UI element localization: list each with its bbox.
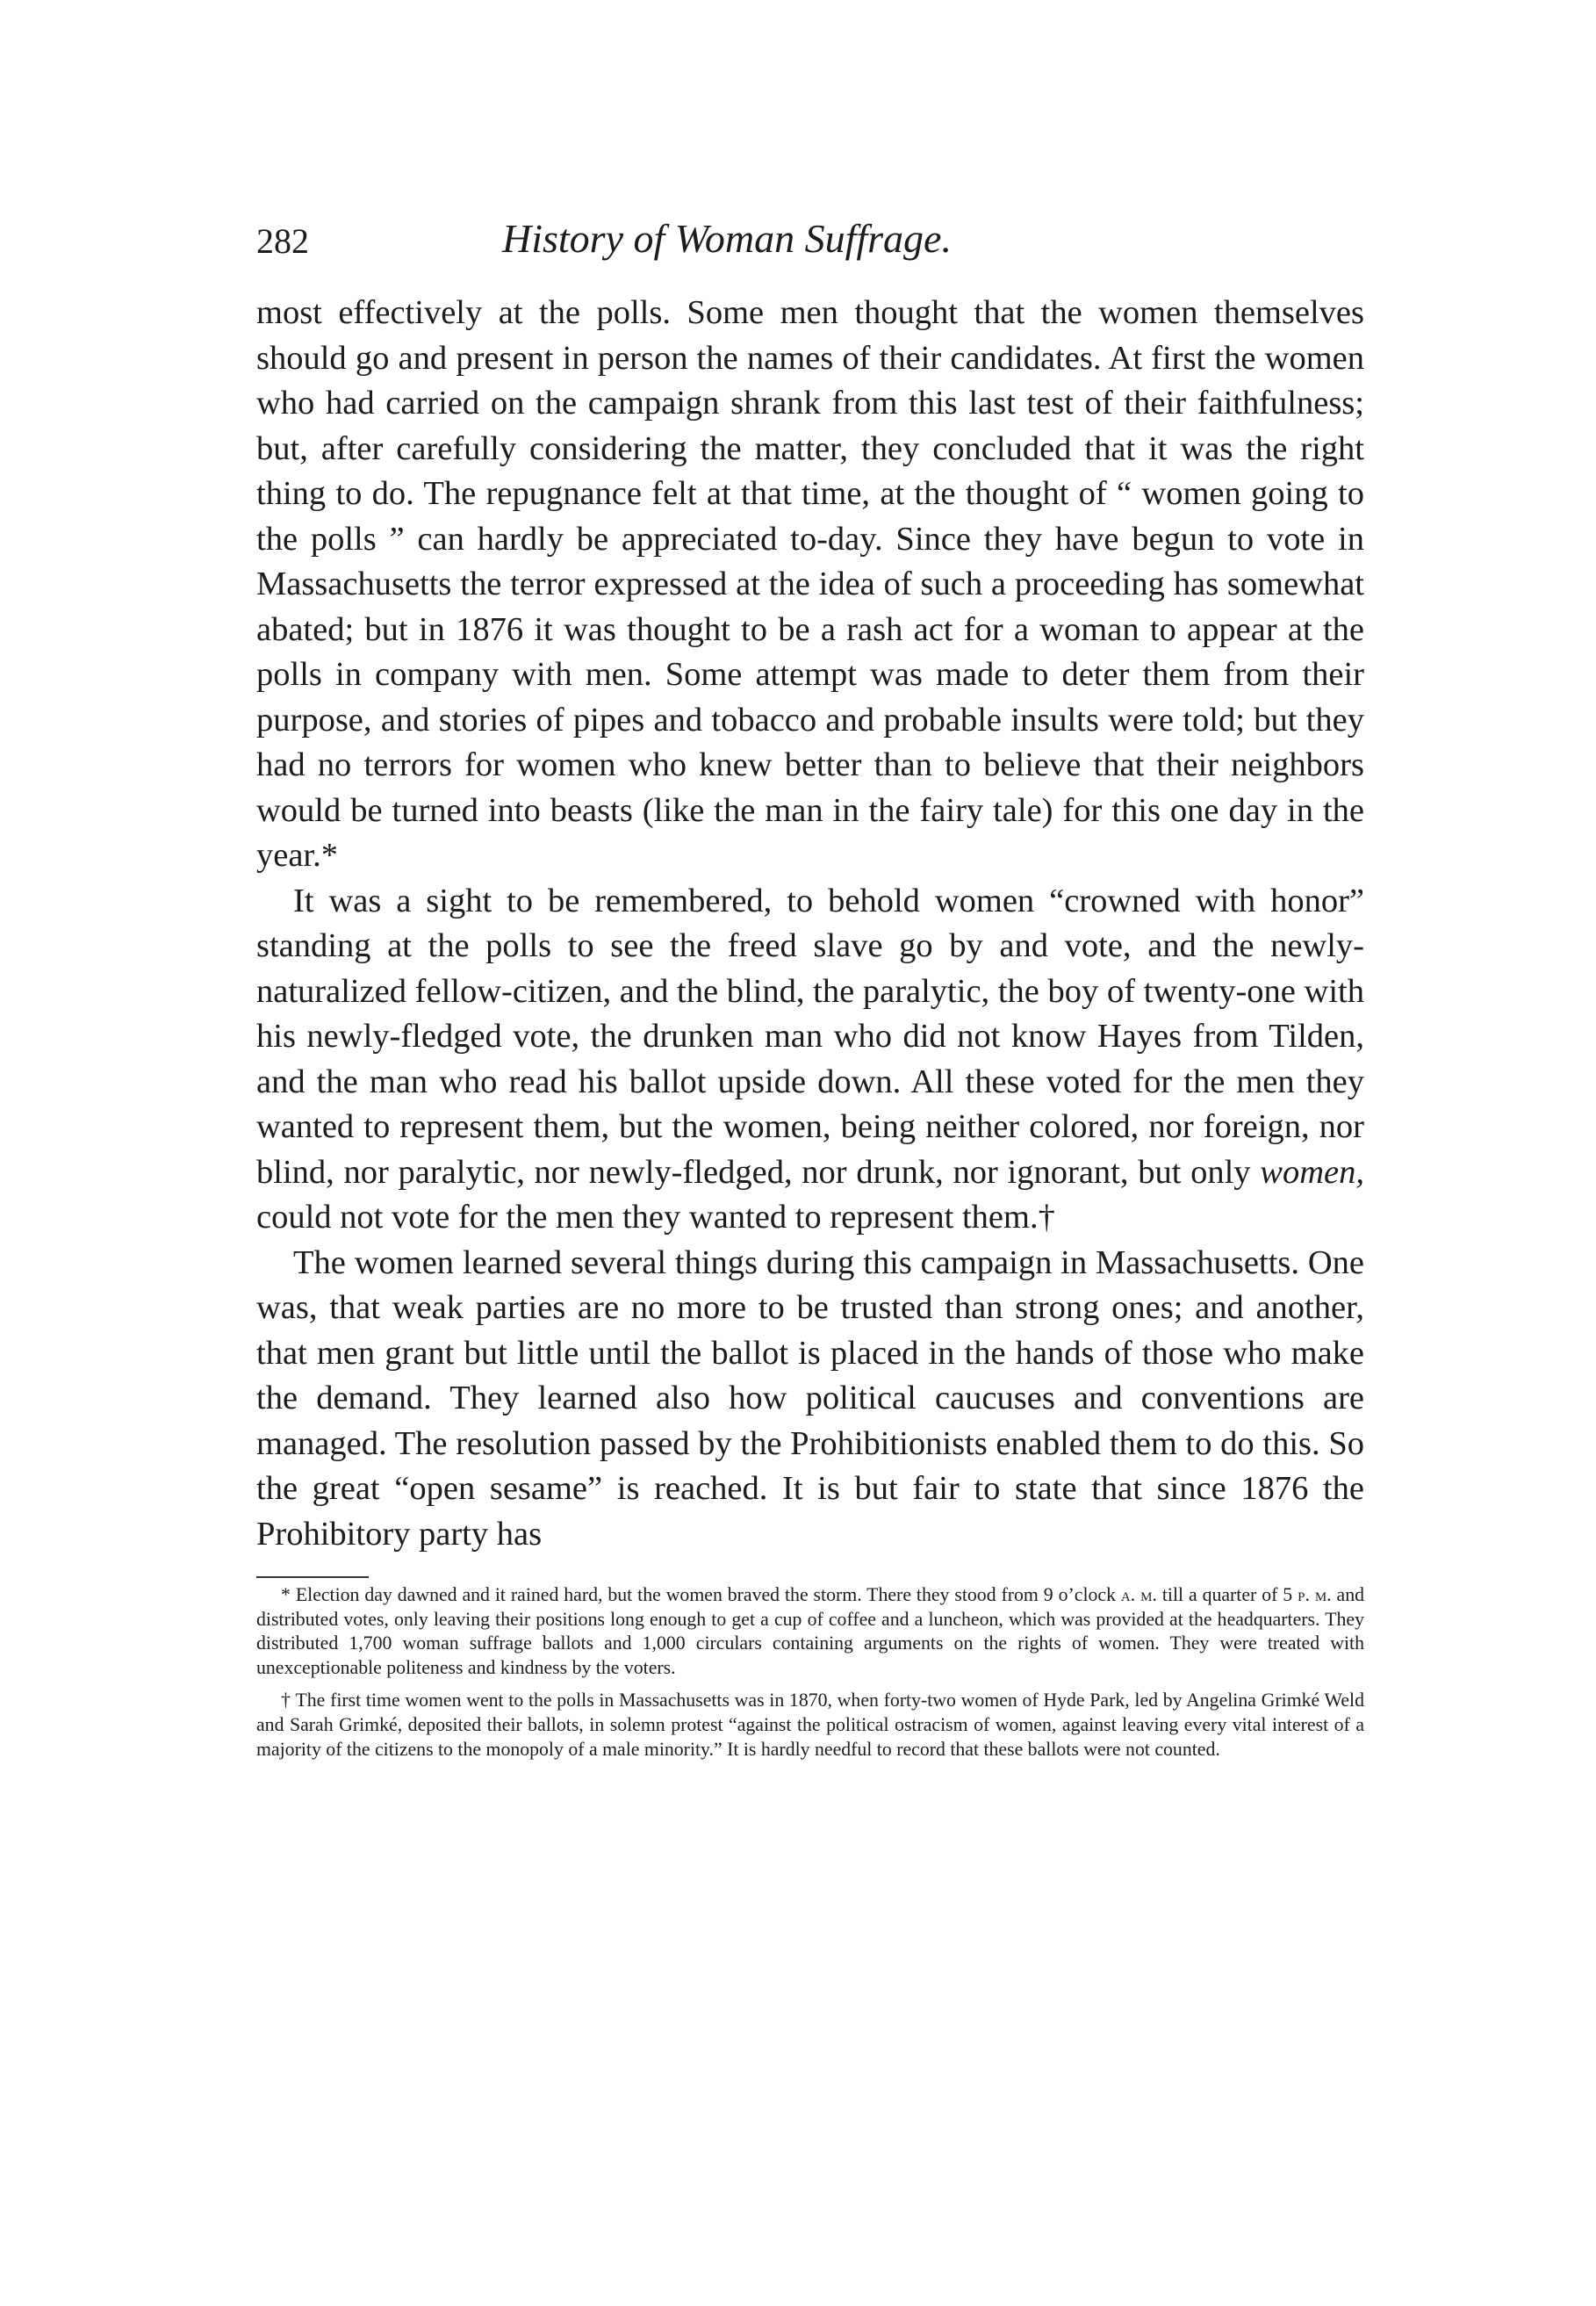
running-head xyxy=(256,215,1364,268)
page-number: 282 xyxy=(256,221,309,261)
paragraph-2 xyxy=(256,879,1364,1241)
running-title: History of Woman Suffrage. xyxy=(502,216,952,261)
body-text xyxy=(256,291,1364,1557)
paragraph-1: most effectively at the polls. Some men thought that the women themselves should go and present in person the names of their candidates. At first the women who had carried on the campaign shrank from this last test of their faithfulness; but, after carefully considering the matter, they concluded that it was the right thing to do. The repugnance felt at that time, at the thought of “ women going to the polls ” can hardly be appreciated to-day. Since they have begun to vote in Massachusetts the terror expressed at the idea of such a proceeding has somewhat abated; but in 1876 it was thought to be a rash act for a woman to appear at the polls in company with men. Some attempt was made to deter them from their purpose, and stories of pipes and tobacco and probable insults were told; but they had no terrors for women who knew better than to believe that their neighbors would be turned into beasts (like the man in the fairy tale) for this one day in the year.* xyxy=(256,294,1364,874)
footnotes xyxy=(256,1583,1364,1762)
paragraph-2-text-a: It was a sight to be remembered, to behold women “crowned with honor” standing at the polls to see the freed slave go by and vote, and the newly-naturalized fellow-citizen, and the blind, the paralytic, the boy of twenty-one with his newly-fledged vote, the drunken man who did not know Hayes from Tilden, and the man who read his ballot upside down. All these voted for the men they wanted to represent them, but the women, being neither colored, nor foreign, nor blind, nor paralytic, nor newly-fledged, nor drunk, nor ignorant, but only xyxy=(256,882,1364,1191)
footnote-1 xyxy=(256,1583,1364,1680)
paragraph-2-emphasis: women, xyxy=(1260,1153,1364,1191)
footnote-1-text-b: till a quarter of 5 xyxy=(1156,1584,1298,1605)
paragraph-2-text-b: could not vote for the men they wanted to represent them.† xyxy=(256,1199,1055,1236)
footnote-1-pm: p. m. xyxy=(1298,1584,1332,1605)
footnote-1-am: a. m. xyxy=(1120,1584,1157,1605)
footnote-1-text-a: * Election day dawned and it rained hard, but the women braved the storm. There they stood from 9 o’clock xyxy=(281,1584,1121,1605)
footnote-2: † The first time women went to the polls in Massachusetts was in 1870, when forty-two women of Hyde Park, led by Angelina Grimké Weld and Sarah Grimké, deposited their ballots, in solemn protest “against the political ostracism of women, against leaving every vital interest of a majority of the citizens to the monopoly of a male minority.” It is hardly needful to record that these ballots were not counted. xyxy=(256,1690,1364,1760)
footnote-1-text-c: and distributed votes, only leaving their positions long enough to get a cup of coffee and a luncheon, which was provided at the headquarters. They distributed 1,700 woman suffrage ballots and 1,000 circulars containing arguments on the rights of women. They were treated with unexceptionable politeness and kindness by the voters. xyxy=(256,1584,1365,1678)
book-page xyxy=(256,215,1364,1770)
paragraph-3: The women learned several things during this campaign in Massachusetts. One was, that weak parties are no more to be trusted than strong ones; and another, that men grant but little until the ballot is placed in the hands of those who make the demand. They learned also how political caucuses and conventions are managed. The resolution passed by the Prohibitionists enabled them to do this. So the great “open sesame” is reached. It is but fair to state that since 1876 the Prohibitory party has xyxy=(256,1243,1364,1553)
footnote-rule xyxy=(256,1576,369,1578)
